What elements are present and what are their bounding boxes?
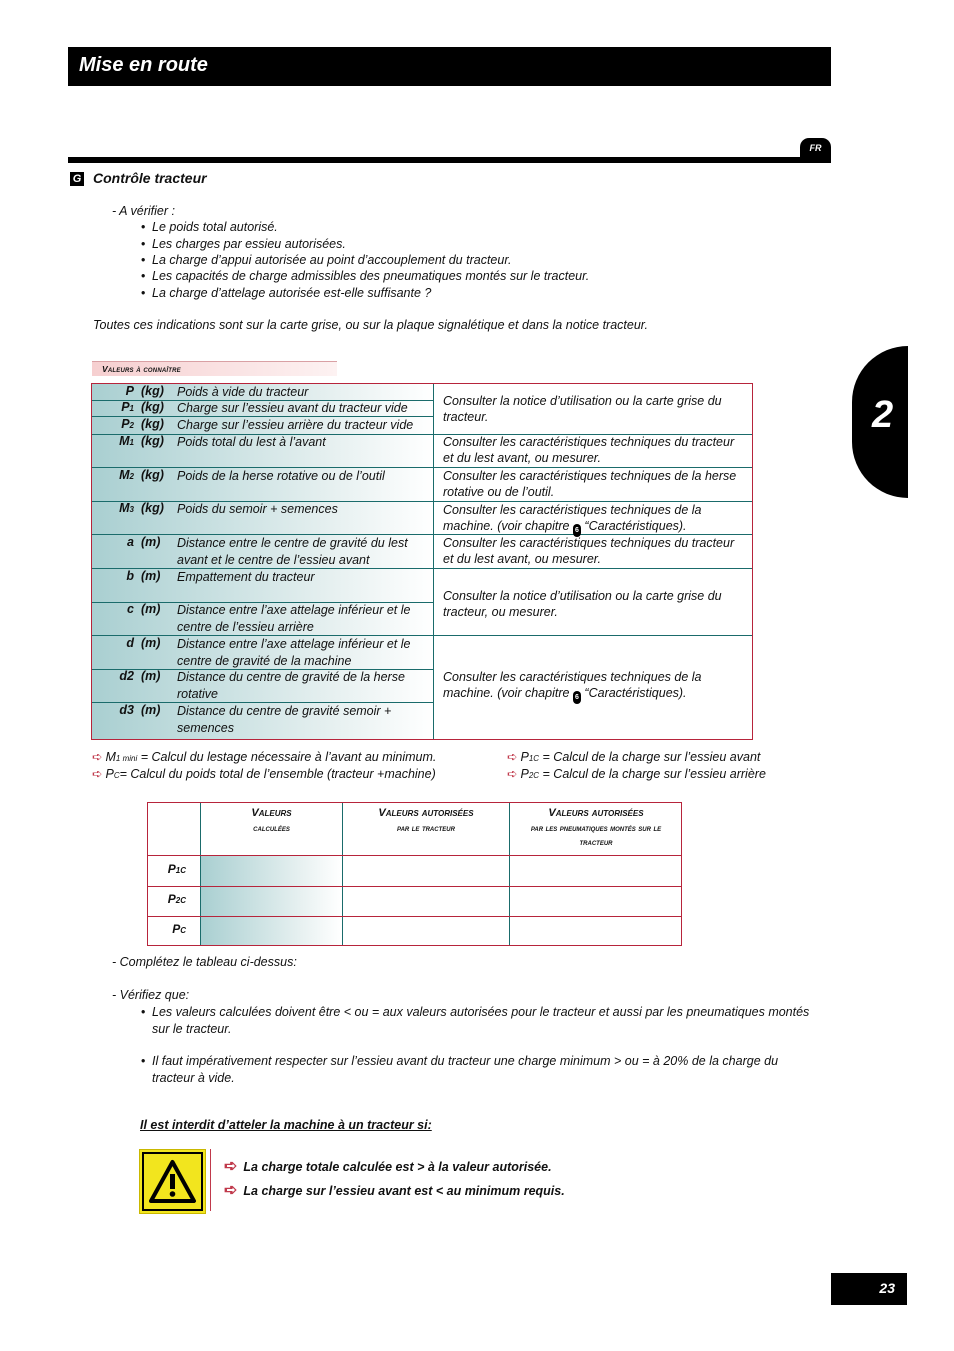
arrow-icon: ➪	[224, 1182, 238, 1199]
row-description: Distance entre le centre de gravité du lest avant et le centre de l’essieu avant	[177, 536, 408, 567]
check-item: • Les charges par essieu autorisées.	[152, 237, 346, 251]
check-item: • La charge d’appui autorisée au point d’accouplement du tracteur.	[152, 253, 512, 267]
header-tyres: Valeurs autorisées par les pneumatiques montés sur le tracteur	[530, 807, 662, 847]
symbol-c: c	[127, 602, 134, 616]
reference-cell: Consulter la notice d’utilisation ou la carte grise du tracteur, ou mesurer.	[443, 589, 722, 619]
row-label-p2c: P2C	[167, 892, 186, 906]
unit: (m)	[141, 535, 161, 549]
unit: (kg)	[141, 434, 164, 448]
page-number: 23	[879, 1280, 895, 1296]
symbol-d3: d3	[119, 703, 134, 717]
header-tractor: Valeurs autorisées par le tracteur	[378, 807, 474, 833]
symbol-p2: P2	[121, 417, 134, 431]
symbol-p1: P1	[121, 400, 134, 414]
verify-instruction: - Vérifiez que:	[112, 988, 190, 1002]
warning-item: ➪ La charge totale calculée est > à la valeur autorisée.	[224, 1158, 552, 1175]
calculation-table	[147, 802, 682, 946]
title-bar	[68, 47, 831, 86]
warning-heading: Il est interdit d’atteler la machine à un tracteur si:	[140, 1118, 432, 1132]
row-description: Poids de la herse rotative ou de l’outil	[177, 469, 385, 483]
unit: (m)	[141, 703, 161, 717]
symbol-p: P	[125, 384, 134, 398]
row-description: Charge sur l’essieu arrière du tracteur vide	[177, 418, 414, 432]
unit: (m)	[141, 602, 161, 616]
values-table	[91, 383, 753, 740]
verify-item: • Il faut impérativement respecter sur l’essieu avant du tracteur une charge minimum > ou = à 20% de la charge du tracteur à vide.	[152, 1053, 782, 1086]
unit: (m)	[141, 636, 161, 650]
row-description: Distance entre l’axe attelage inférieur et le centre de gravité de la machine	[177, 637, 411, 668]
unit: (m)	[141, 569, 161, 583]
page-number-box	[831, 1273, 907, 1305]
formula-pc: ➪ PC= Calcul du poids total de l’ensemble (tracteur +machine)	[92, 767, 436, 781]
symbol-d: d	[126, 636, 134, 650]
reference-cell: Consulter les caractéristiques techniques de la machine. (voir chapitre 6 “Caractéristiques).	[443, 669, 748, 704]
section-letter-badge: G	[70, 172, 84, 186]
row-label-p1c: P1C	[167, 862, 186, 876]
row-description: Distance du centre de gravité de la herse rotative	[177, 670, 405, 701]
chapter-ref-icon: 6	[573, 524, 581, 537]
unit: (kg)	[141, 468, 164, 482]
check-intro: - A vérifier :	[112, 204, 175, 218]
unit: (kg)	[141, 384, 164, 398]
symbol-m1: M1	[119, 434, 134, 448]
language-tab	[800, 138, 831, 163]
complete-instruction: - Complétez le tableau ci-dessus:	[112, 955, 297, 969]
row-description: Poids du semoir + semences	[177, 502, 338, 516]
chapter-ref-icon: 6	[573, 691, 581, 704]
row-description: Distance du centre de gravité semoir + semences	[177, 704, 392, 735]
warning-icon	[139, 1149, 206, 1214]
values-banner	[92, 361, 337, 376]
arrow-icon: ➪	[224, 1158, 238, 1175]
page-title: Mise en route	[79, 54, 208, 76]
row-description: Charge sur l’essieu avant du tracteur vide	[177, 401, 408, 415]
chapter-tab	[852, 346, 908, 498]
symbol-m2: M2	[119, 468, 134, 482]
row-label-pc: PC	[172, 922, 186, 936]
check-note: Toutes ces indications sont sur la carte grise, ou sur la plaque signalétique et dans la notice tracteur.	[93, 318, 648, 332]
arrow-icon: ➪	[92, 767, 103, 781]
values-banner-label: Valeurs à connaître	[102, 364, 181, 374]
section-title: Contrôle tracteur	[93, 170, 207, 186]
symbol-m3: M3	[119, 501, 134, 515]
unit: (m)	[141, 669, 161, 683]
warning-item: ➪ La charge sur l’essieu avant est < au minimum requis.	[224, 1182, 565, 1199]
warning-divider	[210, 1149, 211, 1211]
formula-m1: ➪ M1 mini = Calcul du lestage nécessaire à l’avant au minimum.	[92, 750, 437, 764]
verify-item: • Les valeurs calculées doivent être < ou = aux valeurs autorisées pour le tracteur et aussi par les pneumatiques montés sur le tracteur.	[152, 1004, 817, 1037]
formula-p2c: ➪ P2C = Calcul de la charge sur l’essieu arrière	[507, 767, 766, 781]
arrow-icon: ➪	[507, 750, 518, 764]
reference-cell: Consulter les caractéristiques techniques du tracteur et du lest avant, ou mesurer.	[443, 536, 735, 566]
arrow-icon: ➪	[92, 750, 103, 764]
header-calculated: Valeurs calculées	[251, 807, 292, 833]
language-label: FR	[809, 143, 822, 153]
row-description: Poids total du lest à l’avant	[177, 435, 326, 449]
row-description: Poids à vide du tracteur	[177, 385, 309, 399]
formula-p1c: ➪ P1C = Calcul de la charge sur l’essieu avant	[507, 750, 761, 764]
symbol-d2: d2	[119, 669, 134, 683]
check-item: • La charge d’attelage autorisée est-elle suffisante ?	[152, 286, 431, 300]
reference-cell: Consulter les caractéristiques techniques du tracteur et du lest avant, ou mesurer.	[443, 435, 735, 465]
reference-cell: Consulter les caractéristiques techniques de la machine. (voir chapitre 6 “Caractéristiques).	[443, 502, 748, 537]
row-description: Empattement du tracteur	[177, 570, 315, 584]
chapter-number: 2	[872, 394, 894, 436]
check-item: • Le poids total autorisé.	[152, 220, 278, 234]
symbol-a: a	[127, 535, 134, 549]
unit: (kg)	[141, 417, 164, 431]
unit: (kg)	[141, 501, 164, 515]
row-description: Distance entre l’axe attelage inférieur et le centre de l’essieu arrière	[177, 603, 411, 634]
unit: (kg)	[141, 400, 164, 414]
check-item: • Les capacités de charge admissibles des pneumatiques montés sur le tracteur.	[152, 269, 589, 283]
reference-cell: Consulter les caractéristiques techniques de la herse rotative ou de l’outil.	[443, 469, 737, 499]
arrow-icon: ➪	[507, 767, 518, 781]
section-rule	[68, 157, 831, 163]
reference-cell: Consulter la notice d’utilisation ou la carte grise du tracteur.	[443, 394, 722, 424]
table-gradient	[201, 855, 341, 945]
symbol-b: b	[126, 569, 134, 583]
